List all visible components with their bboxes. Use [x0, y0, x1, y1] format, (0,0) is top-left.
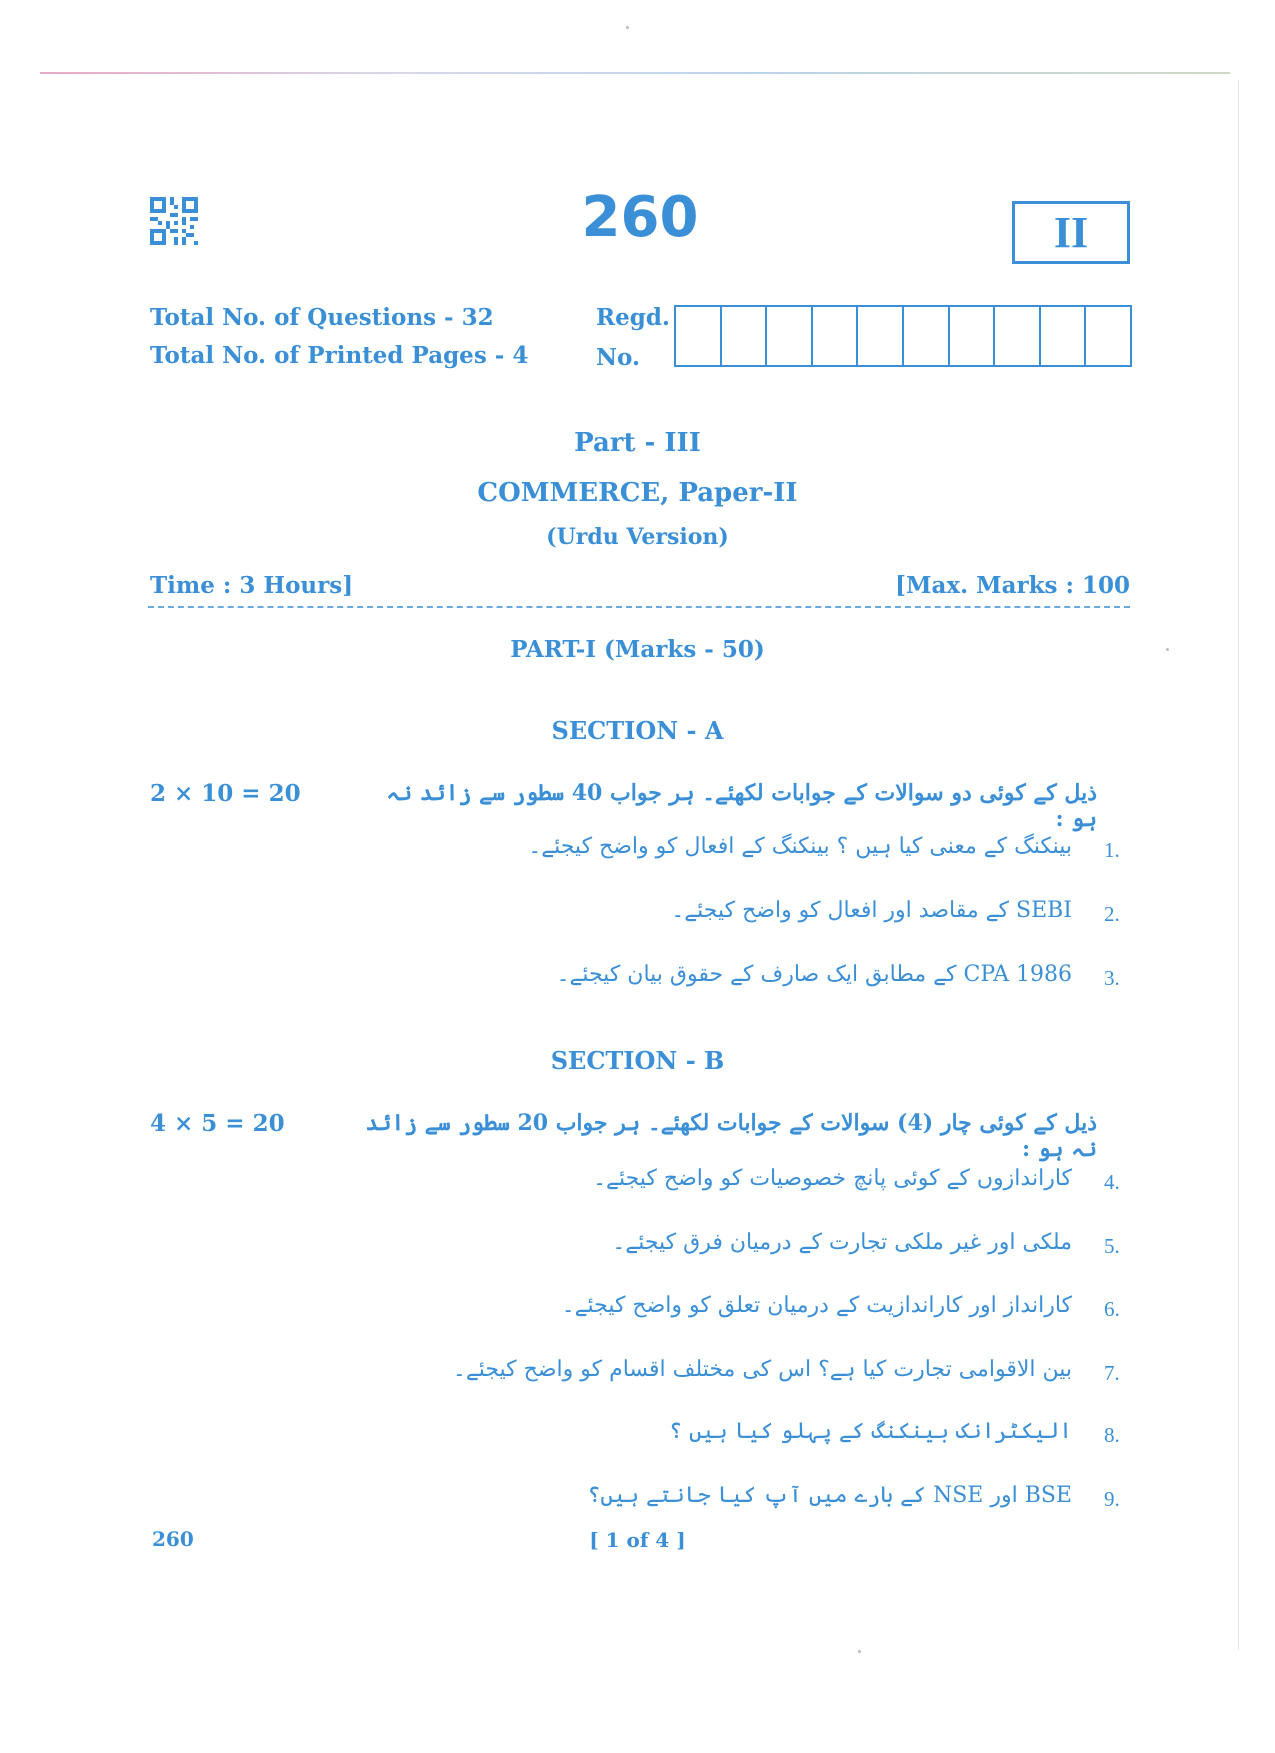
question-number: 8.: [1104, 1423, 1120, 1447]
time-label: Time : 3 Hours]: [150, 572, 354, 599]
dashed-divider: [148, 606, 1130, 608]
qr-code-icon: [150, 197, 198, 245]
registration-number-boxes[interactable]: [674, 305, 1132, 367]
section-b-heading: SECTION - B: [550, 1046, 725, 1075]
regd-digit-box[interactable]: [813, 307, 859, 365]
set-number-box: [1012, 201, 1130, 264]
section-b-instruction: ذیل کے کوئی چار (4) سوالات کے جوابات لکھئے۔ ہر جواب 20 سطور سے زائد نہ ہو :: [365, 1110, 1097, 1162]
regd-digit-box[interactable]: [1086, 307, 1130, 365]
version-label: (Urdu Version): [546, 524, 729, 550]
question-number: 1.: [1104, 838, 1120, 862]
question-number: 6.: [1104, 1297, 1120, 1321]
part-i-heading: PART-I (Marks - 50): [510, 636, 765, 663]
question-text: بین الاقوامی تجارت کیا ہے؟ اس کی مختلف اقسام کو واضح کیجئے۔: [452, 1357, 1072, 1382]
section-b-marks: 4 × 5 = 20: [150, 1110, 285, 1137]
question-number: 7.: [1104, 1361, 1120, 1385]
question-text: CPA 1986 کے مطابق ایک صارف کے حقوق بیان کیجئے۔: [556, 962, 1072, 987]
page-edge-line: [1238, 80, 1239, 1650]
regd-digit-box[interactable]: [676, 307, 722, 365]
question-number: 4.: [1104, 1170, 1120, 1194]
regd-label: Regd.: [596, 304, 670, 331]
question-text: SEBI کے مقاصد اور افعال کو واضح کیجئے۔: [671, 898, 1072, 923]
question-text: الیکٹرانک بینکنگ کے پہلو کیا ہیں ؟: [669, 1419, 1072, 1444]
regd-no-label: No.: [596, 344, 640, 371]
regd-digit-box[interactable]: [767, 307, 813, 365]
scan-speck: [626, 26, 629, 29]
total-pages: Total No. of Printed Pages - 4: [150, 342, 529, 369]
page-indicator: [ 1 of 4 ]: [589, 1528, 686, 1552]
question-number: 9.: [1104, 1487, 1120, 1511]
question-number: 2.: [1104, 902, 1120, 926]
regd-digit-box[interactable]: [950, 307, 996, 365]
regd-digit-box[interactable]: [1041, 307, 1087, 365]
question-text: ملکی اور غیر ملکی تجارت کے درمیان فرق کیجئے۔: [612, 1230, 1072, 1255]
total-questions: Total No. of Questions - 32: [150, 304, 494, 331]
regd-digit-box[interactable]: [995, 307, 1041, 365]
question-number: 5.: [1104, 1234, 1120, 1258]
page-top-rule: [40, 72, 1230, 74]
paper-code: 260: [581, 185, 699, 250]
section-a-instruction: ذیل کے کوئی دو سوالات کے جوابات لکھئے۔ ہر جواب 40 سطور سے زائد نہ ہو :: [386, 780, 1097, 832]
question-text: کاراندازوں کے کوئی پانچ خصوصیات کو واضح کیجئے۔: [593, 1166, 1072, 1191]
scan-speck: [858, 1650, 861, 1653]
regd-digit-box[interactable]: [722, 307, 768, 365]
section-a-heading: SECTION - A: [551, 716, 724, 745]
max-marks-label: [Max. Marks : 100: [895, 572, 1130, 599]
footer-paper-code: 260: [152, 1527, 194, 1551]
part-heading: Part - III: [574, 428, 701, 458]
subject-title: COMMERCE, Paper-II: [477, 478, 798, 508]
regd-digit-box[interactable]: [858, 307, 904, 365]
question-number: 3.: [1104, 966, 1120, 990]
question-text: BSE اور NSE کے بارے میں آپ کیا جانتے ہیں؟: [587, 1483, 1072, 1508]
section-a-marks: 2 × 10 = 20: [150, 780, 301, 807]
question-text: کارانداز اور کاراندازیت کے درمیان تعلق کو واضح کیجئے۔: [561, 1293, 1072, 1318]
set-number: II: [1053, 208, 1089, 257]
question-text: بینکنگ کے معنی کیا ہیں ؟ بینکنگ کے افعال کو واضح کیجئے۔: [528, 834, 1072, 859]
regd-digit-box[interactable]: [904, 307, 950, 365]
